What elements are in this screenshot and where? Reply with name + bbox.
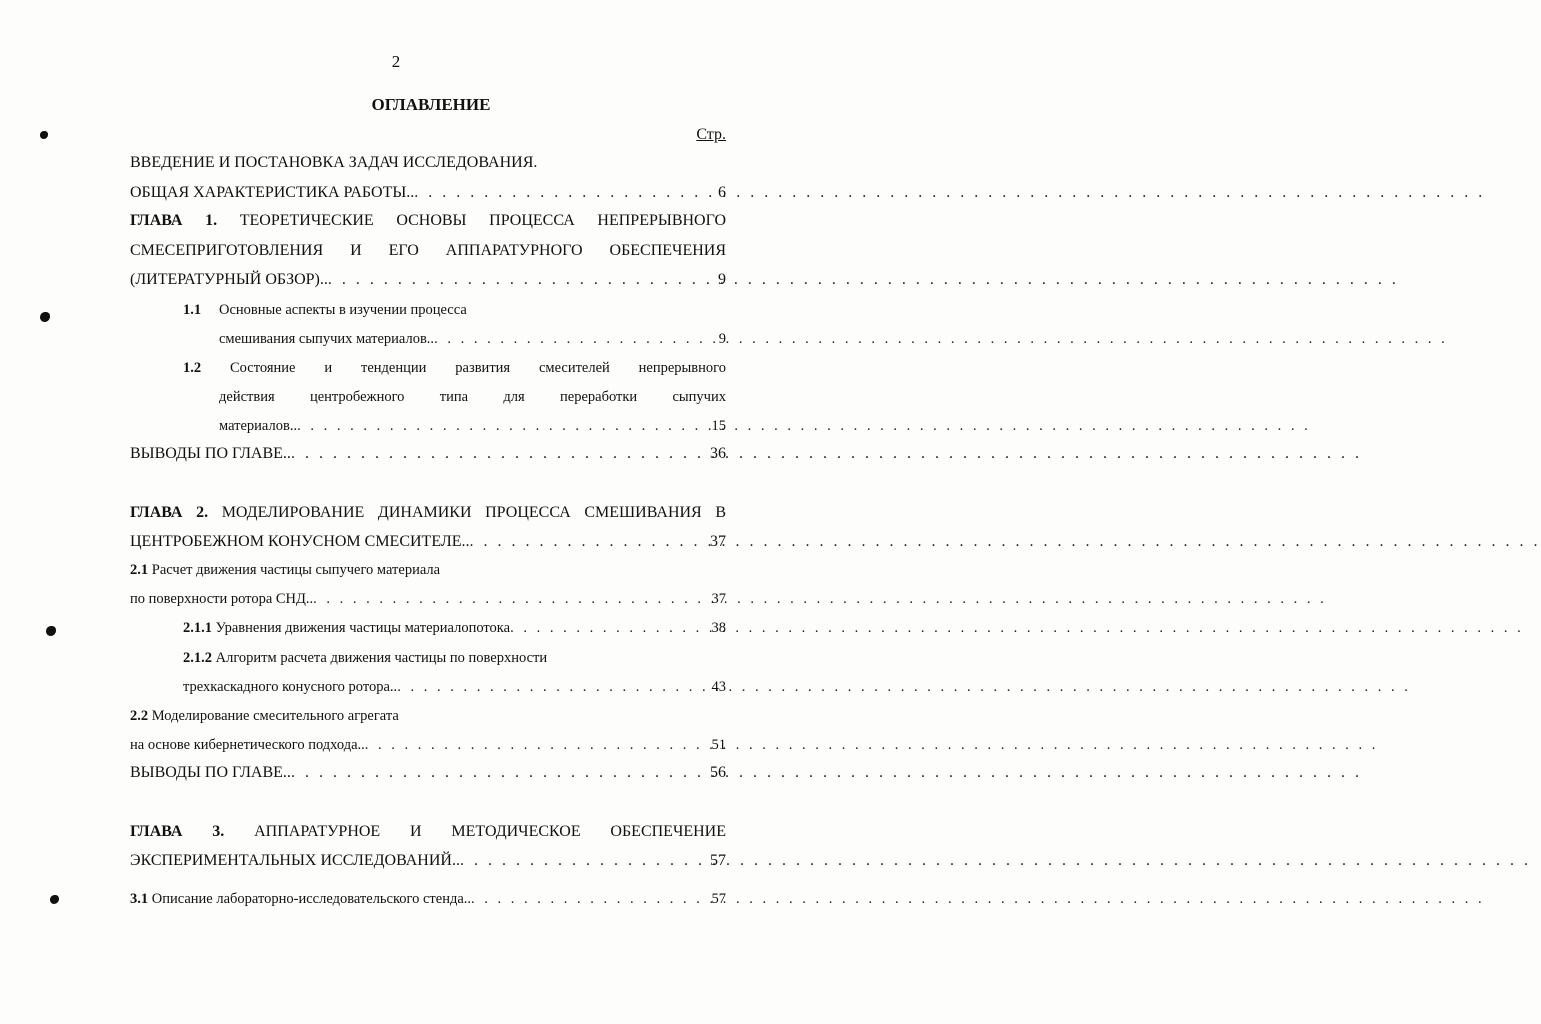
entry-title-text: на основе кибернетического подхода..: [130, 737, 365, 753]
entry-page: 43: [711, 679, 726, 695]
entry-number: ГЛАВА 2.: [130, 504, 209, 521]
dot-leader: [470, 529, 708, 555]
entry-title-line: [130, 848, 726, 874]
entry-number: ГЛАВА 1.: [130, 212, 218, 229]
entry-page: 9: [718, 331, 726, 347]
entry-page: 6: [718, 184, 726, 201]
entry-page: 15: [711, 418, 726, 434]
entry-title-text: Основные аспекты в изучении процесса: [219, 302, 467, 318]
entry-title-text: Описание лабораторно-исследовательского стенда..: [151, 891, 472, 907]
entry-title-text: Моделирование смесительного агрегата: [151, 708, 399, 724]
dot-leader: [313, 586, 709, 612]
entry-number: 3.1: [130, 891, 149, 907]
entry-title-text: ВЫВОДЫ ПО ГЛАВЕ..: [130, 764, 291, 781]
entry-title-text: смешивания сыпучих материалов..: [219, 331, 435, 347]
entry-title-text: Состояние и тенденции развития смесителей непрерывного: [230, 360, 726, 376]
entry-title-line: СМЕСЕПРИГОТОВЛЕНИЯ И ЕГО АППАРАТУРНОГО ОБЕСПЕЧЕНИЯ: [130, 242, 726, 259]
entry-page: 57: [710, 852, 726, 869]
dot-leader: [297, 413, 709, 439]
binding-hole-mark: [46, 626, 56, 636]
dot-leader: [460, 848, 708, 874]
entry-number: 2.1.1: [183, 620, 212, 636]
binding-hole-mark: [40, 131, 48, 139]
binding-hole-mark: [40, 312, 50, 322]
dot-leader: [365, 732, 710, 758]
entry-title-text: Алгоритм расчета движения частицы по поверхности: [215, 650, 548, 666]
entry-title-text: материалов..: [219, 418, 298, 434]
entry-number: 1.1: [183, 302, 202, 318]
dot-leader: [510, 615, 709, 641]
entry-page: 9: [718, 271, 726, 288]
entry-number: 1.2: [183, 360, 202, 376]
entry-number: 2.1.2: [183, 650, 212, 666]
entry-number: ГЛАВА 3.: [130, 823, 225, 840]
entry-title-line: [130, 180, 726, 206]
entry-title-text: ВЫВОДЫ ПО ГЛАВЕ..: [130, 445, 291, 462]
dot-leader: [434, 326, 717, 352]
entry-title-text: АППАРАТУРНОЕ И МЕТОДИЧЕСКОЕ ОБЕСПЕЧЕНИЕ: [254, 823, 726, 840]
entry-title-text: Расчет движения частицы сыпучего материала: [151, 562, 441, 578]
entry-number: 2.2: [130, 708, 149, 724]
entry-title-text: ЭКСПЕРИМЕНТАЛЬНЫХ ИССЛЕДОВАНИЙ..: [130, 852, 460, 869]
entry-title-line: [219, 326, 726, 352]
toc-heading: ОГЛАВЛЕНИЕ: [371, 95, 491, 114]
dot-leader: [414, 180, 716, 206]
entry-page: 37: [710, 533, 726, 550]
dot-leader: [291, 760, 708, 786]
entry-title-line: [183, 355, 726, 381]
entry-title-line: [130, 208, 726, 234]
entry-title-text: Уравнения движения частицы материалопотока: [215, 620, 511, 636]
entry-title-line: [183, 297, 467, 323]
dot-leader: [471, 886, 709, 912]
dot-leader: [291, 441, 708, 467]
entry-title-line: [130, 586, 726, 612]
dot-leader: [328, 267, 716, 293]
entry-title-line: ВВЕДЕНИЕ И ПОСТАНОВКА ЗАДАЧ ИССЛЕДОВАНИЯ.: [130, 154, 538, 171]
entry-title-line: [130, 441, 726, 467]
entry-page: 36: [710, 445, 726, 462]
entry-page: 56: [710, 764, 726, 781]
entry-title-text: по поверхности ротора СНД..: [130, 591, 314, 607]
page-number: 2: [391, 52, 401, 71]
entry-page: 38: [711, 620, 726, 636]
entry-title-line: [130, 500, 726, 526]
page-column-label: Стр.: [696, 126, 726, 143]
entry-title-line: [130, 267, 726, 293]
entry-number: 2.1: [130, 562, 149, 578]
entry-page: 51: [711, 737, 726, 753]
entry-title-text: ТЕОРЕТИЧЕСКИЕ ОСНОВЫ ПРОЦЕССА НЕПРЕРЫВНОГО: [239, 212, 726, 229]
entry-title-line: [183, 645, 547, 671]
entry-title-line: [130, 886, 726, 912]
entry-page: 57: [711, 891, 726, 907]
entry-title-line: [219, 413, 726, 439]
entry-title-line: [130, 732, 726, 758]
entry-title-text: МОДЕЛИРОВАНИЕ ДИНАМИКИ ПРОЦЕССА СМЕШИВАНИЯ В: [221, 504, 726, 521]
entry-title-line: действия центробежного типа для переработки сыпучих: [219, 389, 726, 405]
entry-title-text: ОБЩАЯ ХАРАКТЕРИСТИКА РАБОТЫ..: [130, 184, 415, 201]
entry-title-line: [130, 760, 726, 786]
entry-title-text: трехкаскадного конусного ротора..: [183, 679, 398, 695]
entry-title-line: [130, 557, 440, 583]
entry-title-line: [130, 819, 726, 845]
entry-title-text: (ЛИТЕРАТУРНЫЙ ОБЗОР)..: [130, 271, 328, 288]
entry-title-line: [130, 529, 726, 555]
entry-title-line: [183, 674, 726, 700]
entry-title-line: [130, 703, 399, 729]
binding-hole-mark: [50, 895, 59, 904]
entry-page: 37: [711, 591, 726, 607]
dot-leader: [397, 674, 709, 700]
entry-title-text: ЦЕНТРОБЕЖНОМ КОНУСНОМ СМЕСИТЕЛЕ..: [130, 533, 470, 550]
entry-title-line: [183, 615, 726, 641]
